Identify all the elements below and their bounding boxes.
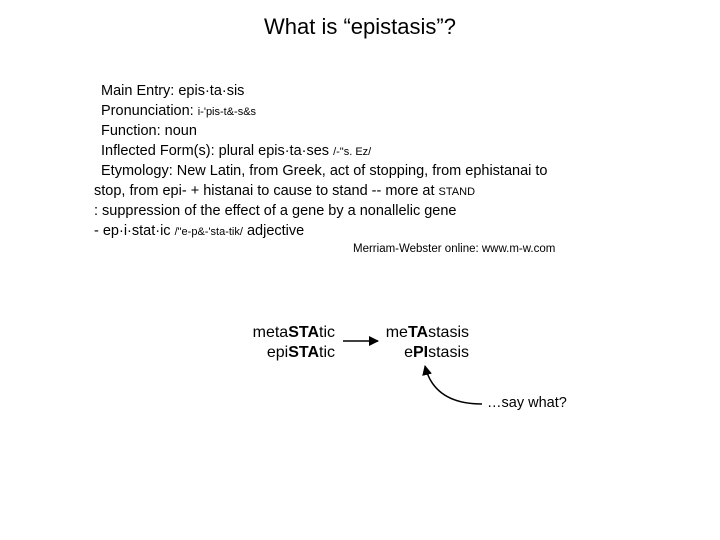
- page-title: What is “epistasis”?: [264, 14, 456, 39]
- pronunciation-label: Pronunciation:: [101, 102, 194, 119]
- source-citation: Merriam-Webster online: www.m-w.com: [353, 243, 556, 255]
- word-metastasis: meTAstasis: [385, 324, 469, 341]
- definition-line: : suppression of the effect of a gene by a nonallelic gene: [94, 203, 457, 219]
- main-entry-line: Main Entry: epis·ta·sis: [101, 83, 245, 99]
- adjective-pronunciation: /"e-p&-'sta-tik/: [174, 225, 243, 238]
- etymology-text: stop, from epi- + histanai to cause to stand -- more at: [94, 182, 435, 199]
- word-epistatic: epiSTAtic: [266, 344, 335, 361]
- pronunciation-value: i-'pis-t&-s&s: [197, 105, 257, 118]
- curved-arrow-icon: [425, 366, 482, 404]
- word-epistasis: ePIstasis: [404, 344, 469, 361]
- word-metastatic: metaSTAtic: [252, 324, 335, 341]
- function-line: Function: noun: [101, 123, 197, 139]
- inflected-forms-pronunciation: /-"s. Ez/: [333, 145, 372, 158]
- adjective-label: adjective: [246, 222, 305, 239]
- etymology-link-stand: STAND: [438, 185, 476, 198]
- adjective-form: - ep·i·stat·ic: [94, 222, 171, 239]
- etymology-line-1: Etymology: New Latin, from Greek, act of stopping, from ephistanai to: [101, 163, 548, 179]
- say-what-annotation: …say what?: [487, 395, 567, 411]
- inflected-forms-label: Inflected Form(s): plural epis·ta·ses: [101, 142, 330, 159]
